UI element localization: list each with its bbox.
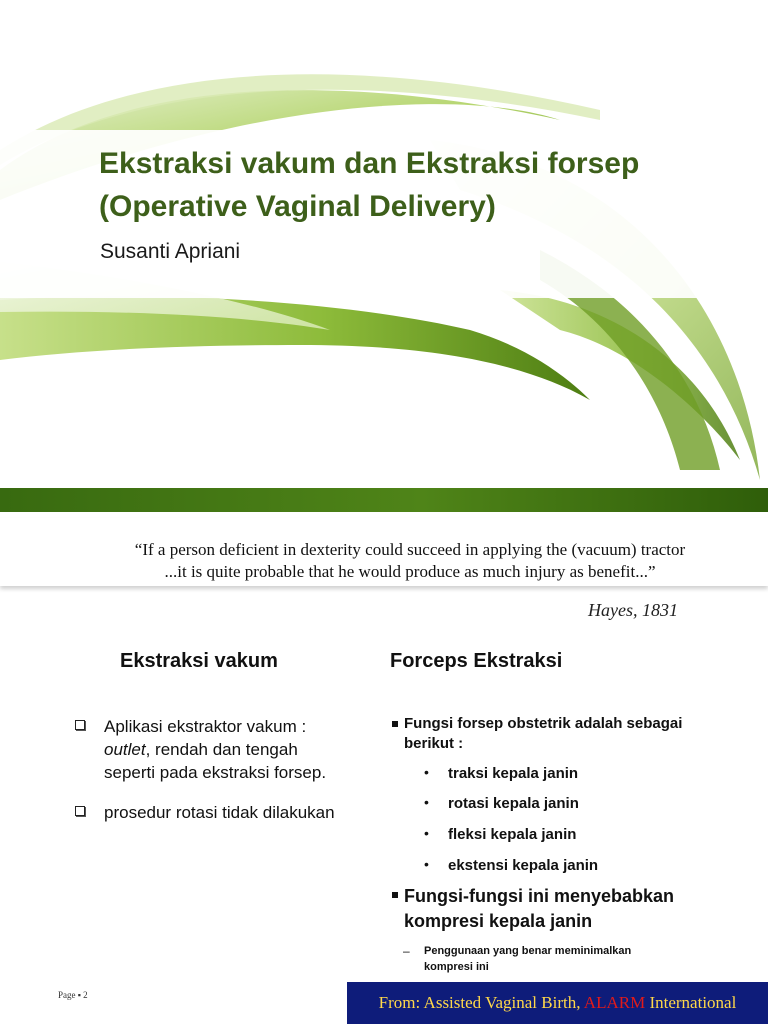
item-text: seperti pada ekstraksi forsep. — [104, 763, 327, 782]
item-text: , rendah dan tengah — [145, 740, 298, 759]
left-list-item — [75, 715, 375, 784]
right-main-item — [404, 714, 682, 754]
square-bullet-icon — [392, 892, 398, 898]
square-bullet-icon — [392, 721, 398, 727]
source-text: From: Assisted Vaginal Birth, — [378, 993, 584, 1012]
round-bullet-icon: • — [424, 794, 429, 810]
right-column-heading: Forceps Ekstraksi — [390, 650, 563, 672]
item-text: Penggunaan yang benar meminimalkan — [424, 945, 632, 957]
content-slide — [0, 512, 768, 1024]
item-text: Aplikasi ekstraktor vakum : — [104, 717, 307, 736]
item-text: Fungsi forsep obstetrik adalah sebagai — [404, 715, 683, 732]
right-note — [424, 943, 631, 975]
right-sub-item: traksi kepala janin — [448, 765, 579, 782]
right-sub-item: rotasi kepala janin — [448, 795, 579, 812]
quote-line-1: “If a person deficient in dexterity could succeed in applying the (vacuum) tractor — [134, 540, 686, 559]
round-bullet-icon: • — [424, 764, 429, 780]
author-name: Susanti Apriani — [100, 240, 241, 263]
source-banner — [347, 982, 768, 1024]
right-sub-item: ekstensi kepala janin — [448, 857, 599, 874]
item-text: prosedur rotasi tidak dilakukan — [104, 803, 335, 822]
checkbox-bullet-icon — [75, 806, 85, 816]
page-number: Page ▪ 2 — [58, 990, 88, 1000]
item-text-italic: outlet — [104, 740, 146, 759]
round-bullet-icon: • — [424, 856, 429, 872]
item-text: Fungsi-fungsi ini menyebabkan — [404, 886, 675, 906]
item-text: berikut : — [404, 735, 464, 752]
checkbox-bullet-icon — [75, 720, 85, 730]
source-text: International — [645, 993, 737, 1012]
slide-title-line-1: Ekstraksi vakum dan Ekstraksi forsep — [99, 147, 640, 180]
round-bullet-icon: • — [424, 825, 429, 841]
dash-bullet-icon: – — [403, 944, 410, 958]
quote-box — [0, 518, 768, 586]
left-list-item — [75, 801, 375, 824]
item-text: kompresi ini — [424, 961, 489, 973]
right-main-item — [404, 884, 674, 934]
green-footer-bar — [0, 488, 768, 512]
quote-line-2: ...it is quite probable that he would produce as much injury as benefit...” — [164, 562, 656, 581]
quote-attribution: Hayes, 1831 — [588, 600, 678, 620]
left-column-heading: Ekstraksi vakum — [120, 650, 278, 672]
source-alarm-text: ALARM — [583, 993, 646, 1012]
item-text: kompresi kepala janin — [404, 911, 593, 931]
right-sub-item: fleksi kepala janin — [448, 826, 577, 843]
slide-title-line-2: (Operative Vaginal Delivery) — [99, 190, 496, 223]
